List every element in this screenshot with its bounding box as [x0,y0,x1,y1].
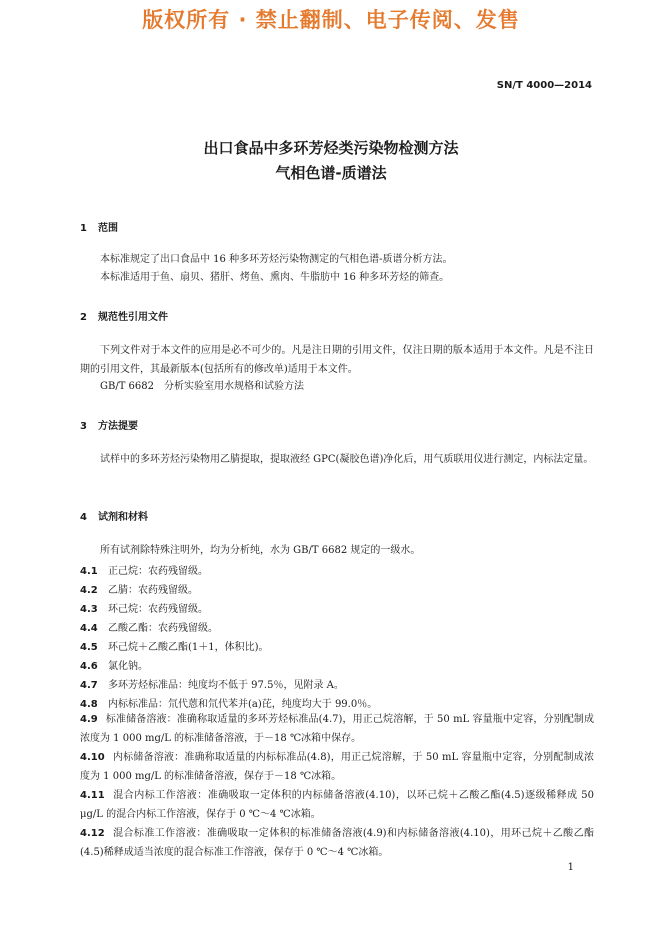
item-number: 4.5 [80,642,98,653]
list-item [80,581,198,596]
section-title: 试剂和材料 [98,512,148,523]
list-item [80,562,208,577]
item-text: 混合内标工作溶液：准确吸取一定体积的内标储备溶液(4.10)，以环己烷＋乙酸乙酯(4.5)逐级稀释成 50 μg/L 的混合内标工作溶液，保存于 0 ℃～4 ℃冰箱。 [80,790,594,820]
item-number: 4.6 [80,661,98,672]
method-paragraph: 试样中的多环芳烃污染物用乙腈提取，提取液经 GPC(凝胶色谱)净化后，用气质联用仪进行测定，内标法定量。 [100,454,594,465]
item-number: 4.3 [80,604,98,615]
section-number: 1 [80,223,87,234]
list-item [80,600,208,615]
item-text: 标准储备溶液：准确称取适量的多环芳烃标准品(4.7)，用正己烷溶解，于 50 mL 容量瓶中定容，分别配制成浓度为 1 000 mg/L 的标准储备溶液，于－18 ℃冰箱中保存。 [80,714,594,744]
list-item [80,619,218,634]
item-number: 4.9 [80,714,98,725]
item-number: 4.10 [80,752,105,763]
list-item [80,748,594,786]
scope-paragraph-1: 本标准规定了出口食品中 16 种多环芳烃污染物测定的气相色谱-质谱分析方法。 [100,254,453,265]
item-number: 4.8 [80,699,98,710]
section-heading-scope [80,219,118,234]
item-number: 4.4 [80,623,98,634]
standard-code: SN/T 4000—2014 [496,80,592,91]
references-paragraph: 下列文件对于本文件的应用是必不可少的。凡是注日期的引用文件，仅注日期的版本适用于本文件。凡是不注日期的引用文件，其最新版本(包括所有的修改单)适用于本文件。 [80,345,594,375]
item-number: 4.2 [80,585,98,596]
section-number: 3 [80,421,87,432]
item-number: 4.1 [80,566,98,577]
reagents-intro: 所有试剂除特殊注明外，均为分析纯，水为 GB/T 6682 规定的一级水。 [100,545,421,556]
section-number: 4 [80,512,87,523]
item-text: 环己烷：农药残留级。 [108,604,208,615]
list-item [80,695,377,710]
list-item [80,786,594,824]
referenced-standard: GB/T 6682 分析实验室用水规格和试验方法 [100,381,305,392]
item-number: 4.11 [80,790,105,801]
item-text: 多环芳烃标准品：纯度均不低于 97.5％，见附录 A。 [108,680,344,691]
page-number: 1 [567,862,574,873]
item-text: 环己烷＋乙酸乙酯(1＋1，体积比)。 [108,642,269,653]
section-title: 方法提要 [98,421,138,432]
section-number: 2 [80,312,87,323]
item-text: 正己烷：农药残留级。 [108,566,208,577]
item-text: 内标标准品：氘代蒽和氘代苯并(a)芘，纯度均大于 99.0％。 [108,699,378,710]
section-heading-references [80,308,168,323]
document-title: 出口食品中多环芳烃类污染物检测方法 [203,139,459,157]
list-item [80,710,594,748]
item-text: 氯化钠。 [108,661,148,672]
document-subtitle: 气相色谱-质谱法 [275,164,387,182]
item-text: 乙腈：农药残留级。 [108,585,198,596]
scope-paragraph-2: 本标准适用于鱼、扇贝、猪肝、烤鱼、熏肉、牛脂肪中 16 种多环芳烃的筛查。 [100,272,450,283]
item-text: 内标储备溶液：准确称取适量的内标标准品(4.8)，用正己烷溶解，于 50 mL 容量瓶中定容，分别配制成浓度为 1 000 mg/L 的标准储备溶液，保存于－18 ℃冰箱。 [80,752,594,782]
list-item [80,824,594,862]
section-heading-method [80,417,138,432]
list-item [80,676,344,691]
item-number: 4.12 [80,828,105,839]
section-title: 规范性引用文件 [98,312,168,323]
copyright-watermark: 版权所有 · 禁止翻制、电子传阅、发售 [142,8,520,32]
item-number: 4.7 [80,680,98,691]
section-heading-reagents [80,508,148,523]
section-title: 范围 [98,223,118,234]
item-text: 乙酸乙酯：农药残留级。 [108,623,218,634]
item-text: 混合标准工作溶液：准确吸取一定体积的标准储备溶液(4.9)和内标储备溶液(4.10)，用环己烷＋乙酸乙酯(4.5)稀释成适当浓度的混合标准工作溶液，保存于 0 ℃～4 ℃冰箱。 [80,828,594,858]
list-item [80,657,148,672]
list-item [80,638,269,653]
